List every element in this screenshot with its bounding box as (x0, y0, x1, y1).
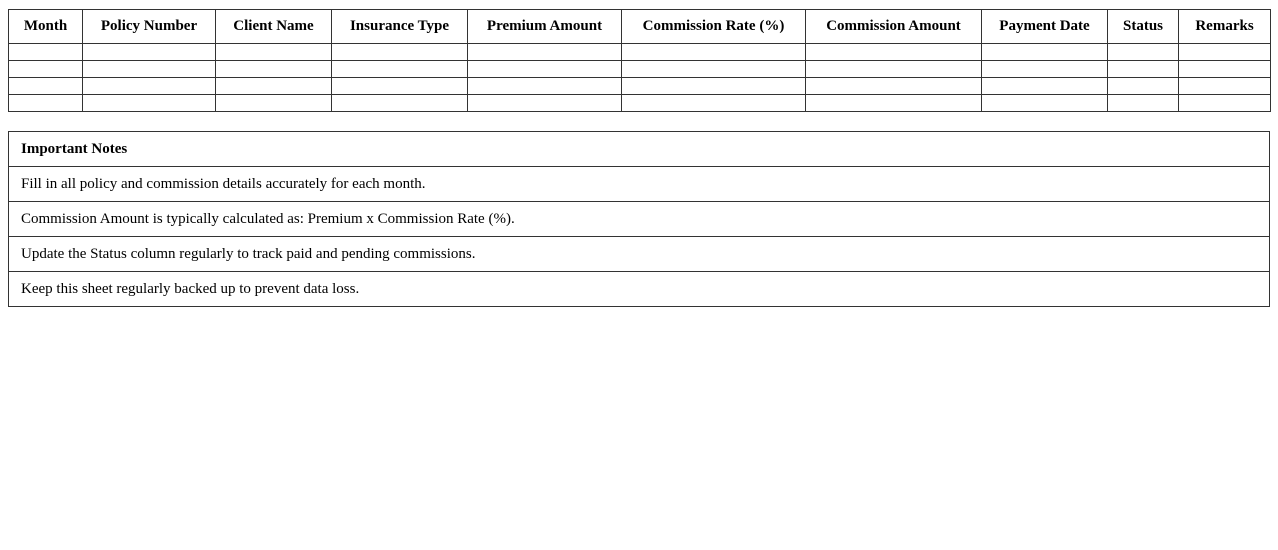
column-header-commission-rate: Commission Rate (%) (622, 10, 806, 44)
cell-commission-amount[interactable] (806, 78, 982, 95)
note-item: Fill in all policy and commission details accurately for each month. (9, 167, 1270, 202)
cell-insurance-type[interactable] (332, 95, 468, 112)
cell-remarks[interactable] (1179, 44, 1271, 61)
note-item: Update the Status column regularly to track paid and pending commissions. (9, 237, 1270, 272)
note-row (9, 237, 1270, 272)
note-row (9, 202, 1270, 237)
note-item: Keep this sheet regularly backed up to prevent data loss. (9, 272, 1270, 307)
note-row (9, 167, 1270, 202)
cell-policy-number[interactable] (83, 44, 216, 61)
cell-client-name[interactable] (216, 78, 332, 95)
cell-commission-rate[interactable] (622, 95, 806, 112)
column-header-premium-amount: Premium Amount (468, 10, 622, 44)
cell-insurance-type[interactable] (332, 61, 468, 78)
notes-title: Important Notes (9, 132, 1270, 167)
cell-premium-amount[interactable] (468, 44, 622, 61)
cell-premium-amount[interactable] (468, 78, 622, 95)
cell-payment-date[interactable] (982, 78, 1108, 95)
cell-status[interactable] (1108, 78, 1179, 95)
cell-policy-number[interactable] (83, 78, 216, 95)
commission-tracker-table (8, 9, 1271, 112)
note-row (9, 272, 1270, 307)
note-item: Commission Amount is typically calculated as: Premium x Commission Rate (%). (9, 202, 1270, 237)
table-row (9, 44, 1271, 61)
cell-month[interactable] (9, 61, 83, 78)
cell-payment-date[interactable] (982, 95, 1108, 112)
table-row (9, 78, 1271, 95)
cell-month[interactable] (9, 95, 83, 112)
column-header-status: Status (1108, 10, 1179, 44)
cell-premium-amount[interactable] (468, 95, 622, 112)
cell-commission-rate[interactable] (622, 61, 806, 78)
cell-commission-rate[interactable] (622, 44, 806, 61)
cell-client-name[interactable] (216, 95, 332, 112)
cell-policy-number[interactable] (83, 95, 216, 112)
column-header-client-name: Client Name (216, 10, 332, 44)
cell-policy-number[interactable] (83, 61, 216, 78)
cell-premium-amount[interactable] (468, 61, 622, 78)
cell-status[interactable] (1108, 95, 1179, 112)
table-row (9, 61, 1271, 78)
cell-remarks[interactable] (1179, 61, 1271, 78)
cell-commission-amount[interactable] (806, 95, 982, 112)
cell-commission-rate[interactable] (622, 78, 806, 95)
cell-month[interactable] (9, 44, 83, 61)
cell-status[interactable] (1108, 44, 1179, 61)
column-header-commission-amount: Commission Amount (806, 10, 982, 44)
column-header-payment-date: Payment Date (982, 10, 1108, 44)
cell-remarks[interactable] (1179, 78, 1271, 95)
cell-insurance-type[interactable] (332, 44, 468, 61)
notes-header-row (9, 132, 1270, 167)
important-notes-table (8, 131, 1270, 307)
cell-client-name[interactable] (216, 44, 332, 61)
column-header-policy-number: Policy Number (83, 10, 216, 44)
column-header-remarks: Remarks (1179, 10, 1271, 44)
cell-insurance-type[interactable] (332, 78, 468, 95)
column-header-month: Month (9, 10, 83, 44)
table-header-row (9, 10, 1271, 44)
cell-month[interactable] (9, 78, 83, 95)
cell-remarks[interactable] (1179, 95, 1271, 112)
table-row (9, 95, 1271, 112)
column-header-insurance-type: Insurance Type (332, 10, 468, 44)
cell-status[interactable] (1108, 61, 1179, 78)
cell-commission-amount[interactable] (806, 44, 982, 61)
cell-commission-amount[interactable] (806, 61, 982, 78)
cell-client-name[interactable] (216, 61, 332, 78)
cell-payment-date[interactable] (982, 44, 1108, 61)
cell-payment-date[interactable] (982, 61, 1108, 78)
